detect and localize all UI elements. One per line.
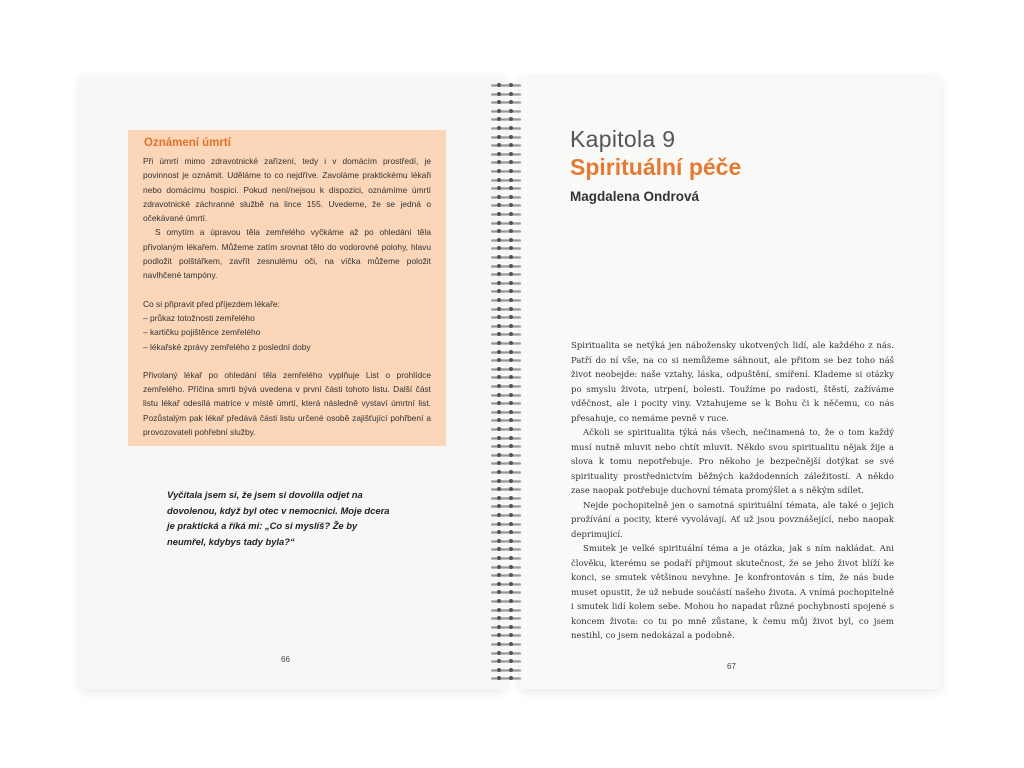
body-paragraph: Nejde pochopitelně jen o samotná spirituální témata, ale také o jejich prožívání a pocity, které vyvolávají. Ať už jsou povznášející, nebo naopak deprimující.: [571, 500, 894, 540]
spiral-ring: [487, 99, 523, 106]
spiral-ring: [487, 254, 523, 261]
spiral-ring: [487, 159, 523, 166]
spiral-ring: [487, 538, 523, 545]
notice-paragraph-1: Při úmrtí mimo zdravotnické zařízení, tedy i v domácím prostředí, je povinnost je oznámit. Uděláme to co nejdříve. Zavoláme praktickému lékaři nebo domácímu hospici. Pokud není/nejsou k dispozici, oznámíme úmrtí zdravotnické záchranné službě na lince 155. Uvedeme, že se jedná o očekávané úmrtí.: [143, 156, 431, 224]
spiral-ring: [487, 667, 523, 674]
notice-title: Oznámení úmrtí: [144, 137, 231, 149]
spiral-ring: [487, 116, 523, 123]
spiral-ring: [487, 607, 523, 614]
spiral-ring: [487, 469, 523, 476]
pull-quote: Vyčítala jsem si, že jsem si dovolila odjet na dovolenou, když byl otec v nemocnici. Moje dcera je praktická a říká mi: „Co si myslíš? Že by neumřel, kdybys tady byla?“: [167, 489, 390, 547]
spiral-ring: [487, 443, 523, 450]
spiral-ring: [487, 228, 523, 235]
spiral-ring: [487, 314, 523, 321]
spiral-ring: [487, 211, 523, 218]
spiral-ring: [487, 392, 523, 399]
checklist-item: – lékařské zprávy zemřelého z poslední doby: [143, 341, 311, 352]
spiral-ring: [487, 194, 523, 201]
chapter-label: Kapitola 9: [570, 126, 676, 152]
spiral-ring: [487, 632, 523, 639]
checklist-item: – kartičku pojištěnce zemřelého: [143, 327, 261, 338]
spiral-ring: [487, 168, 523, 175]
spiral-ring: [487, 478, 523, 485]
spiral-ring: [487, 615, 523, 622]
spiral-ring: [487, 435, 523, 442]
spiral-ring: [487, 486, 523, 493]
body-paragraph: Smutek je velké spirituální téma a je otázka, jak s ním nakládat. Ani člověku, kterému se podaří přijmout skutečnost, že se jeho život blíží ke konci, se smutek většinou nevyhne. Je konfrontován s tím, že nás bude muset opustit, že už nebude součástí našeho života. A vnímá pochopitelně i smutek lidí kolem sebe. Mohou ho napadat různé pochybnosti spojené s koncem života: co tu po mně zůstane, k čemu můj život byl, co jsem nestihl, co jsem nedokázal a podobně.: [571, 544, 894, 641]
notice-paragraph-3: Přivolaný lékař po ohledání těla zemřelého vyplňuje List o prohlídce zemřelého. Příčina smrti bývá uvedena v první části tohoto listu. Další část listu lékař odesílá matrice v místě úmrtí, která následně vystaví úmrtní list. Pozůstalým pak lékař předává části listu určené osobě zajišťující pohřbení a provozovateli pohřební služby.: [143, 369, 431, 438]
spiral-ring: [487, 297, 523, 304]
spiral-ring: [487, 452, 523, 459]
spiral-ring: [487, 245, 523, 252]
spiral-ring: [487, 572, 523, 579]
spiral-ring: [487, 340, 523, 347]
spiral-ring: [487, 323, 523, 330]
spiral-ring: [487, 271, 523, 278]
body-paragraph: Ačkoli se spiritualita týká nás všech, nečinamená to, že o tom každý musí nutně mluvit nebo chtít mluvit. Někdo svou spiritualitu nějak žije a slova k tomu nepotřebuje. Pro někoho je bezpečnější dotýkat se své spirituality prostřednictvím běžných každodenních záležitostí. A někdo zase naopak potřebuje duchovní témata promýšlet a s někým sdílet.: [571, 428, 894, 496]
spiral-ring: [487, 650, 523, 657]
chapter-body: [571, 339, 894, 644]
spiral-ring: [487, 546, 523, 553]
spiral-ring: [487, 624, 523, 631]
spiral-ring: [487, 349, 523, 356]
spiral-ring: [487, 564, 523, 571]
spiral-ring: [487, 581, 523, 588]
spiral-ring: [487, 151, 523, 158]
spiral-ring: [487, 357, 523, 364]
spiral-ring: [487, 366, 523, 373]
spiral-ring: [487, 460, 523, 467]
spiral-binding: [487, 76, 525, 690]
spiral-ring: [487, 237, 523, 244]
spiral-ring: [487, 306, 523, 313]
spiral-ring: [487, 331, 523, 338]
spiral-ring: [487, 263, 523, 270]
spiral-ring: [487, 220, 523, 227]
spiral-ring: [487, 658, 523, 665]
spiral-ring: [487, 521, 523, 528]
body-paragraph: Spiritualita se netýká jen nábožensky ukotvených lidí, ale každého z nás. Patří do ní vše, na co si nemůžeme sáhnout, ale přitom se bez toho náš život neobejde: naše vztahy, láska, odpuštění, smíření. Klademe si otázky po smyslu života, utrpení, bolesti. Toužíme po radosti, štěstí, zažíváme vděčnost, ale i pocity viny. Vztahujeme se k Bohu či k něčemu, co nás přesahuje, co nemáme pevně v ruce.: [571, 341, 894, 424]
page-number-right: 67: [727, 662, 736, 671]
spiral-ring: [487, 383, 523, 390]
spiral-ring: [487, 125, 523, 132]
spiral-ring: [487, 288, 523, 295]
notice-paragraph-2: S omytím a úpravou těla zemřelého vyčkáme až po ohledání těla přivolaným lékařem. Můžeme zatím srovnat tělo do vodorovné polohy, hlavu podložit polštářkem, zavřít zesnulému oči, na víčka můžeme položit navlhčené tampóny.: [143, 227, 431, 281]
spiral-ring: [487, 202, 523, 209]
spiral-ring: [487, 675, 523, 682]
spiral-ring: [487, 400, 523, 407]
spiral-ring: [487, 529, 523, 536]
spiral-ring: [487, 185, 523, 192]
spiral-ring: [487, 108, 523, 115]
spiral-ring: [487, 641, 523, 648]
notice-body: [143, 154, 431, 439]
spiral-ring: [487, 409, 523, 416]
spiral-ring: [487, 598, 523, 605]
checklist-intro: Co si připravit před příjezdem lékaře:: [143, 298, 280, 309]
spiral-ring: [487, 142, 523, 149]
spiral-ring: [487, 417, 523, 424]
chapter-author: Magdalena Ondrová: [570, 189, 700, 204]
spiral-ring: [487, 82, 523, 89]
spiral-ring: [487, 374, 523, 381]
spiral-ring: [487, 503, 523, 510]
spiral-ring: [487, 495, 523, 502]
spiral-ring: [487, 177, 523, 184]
spiral-ring: [487, 134, 523, 141]
checklist-item: – průkaz totožnosti zemřelého: [143, 312, 255, 323]
page-number-left: 66: [281, 655, 290, 664]
spiral-ring: [487, 555, 523, 562]
spiral-ring: [487, 512, 523, 519]
spiral-ring: [487, 426, 523, 433]
chapter-title: Spirituální péče: [570, 154, 742, 180]
spiral-ring: [487, 589, 523, 596]
spiral-ring: [487, 280, 523, 287]
spiral-ring: [487, 91, 523, 98]
